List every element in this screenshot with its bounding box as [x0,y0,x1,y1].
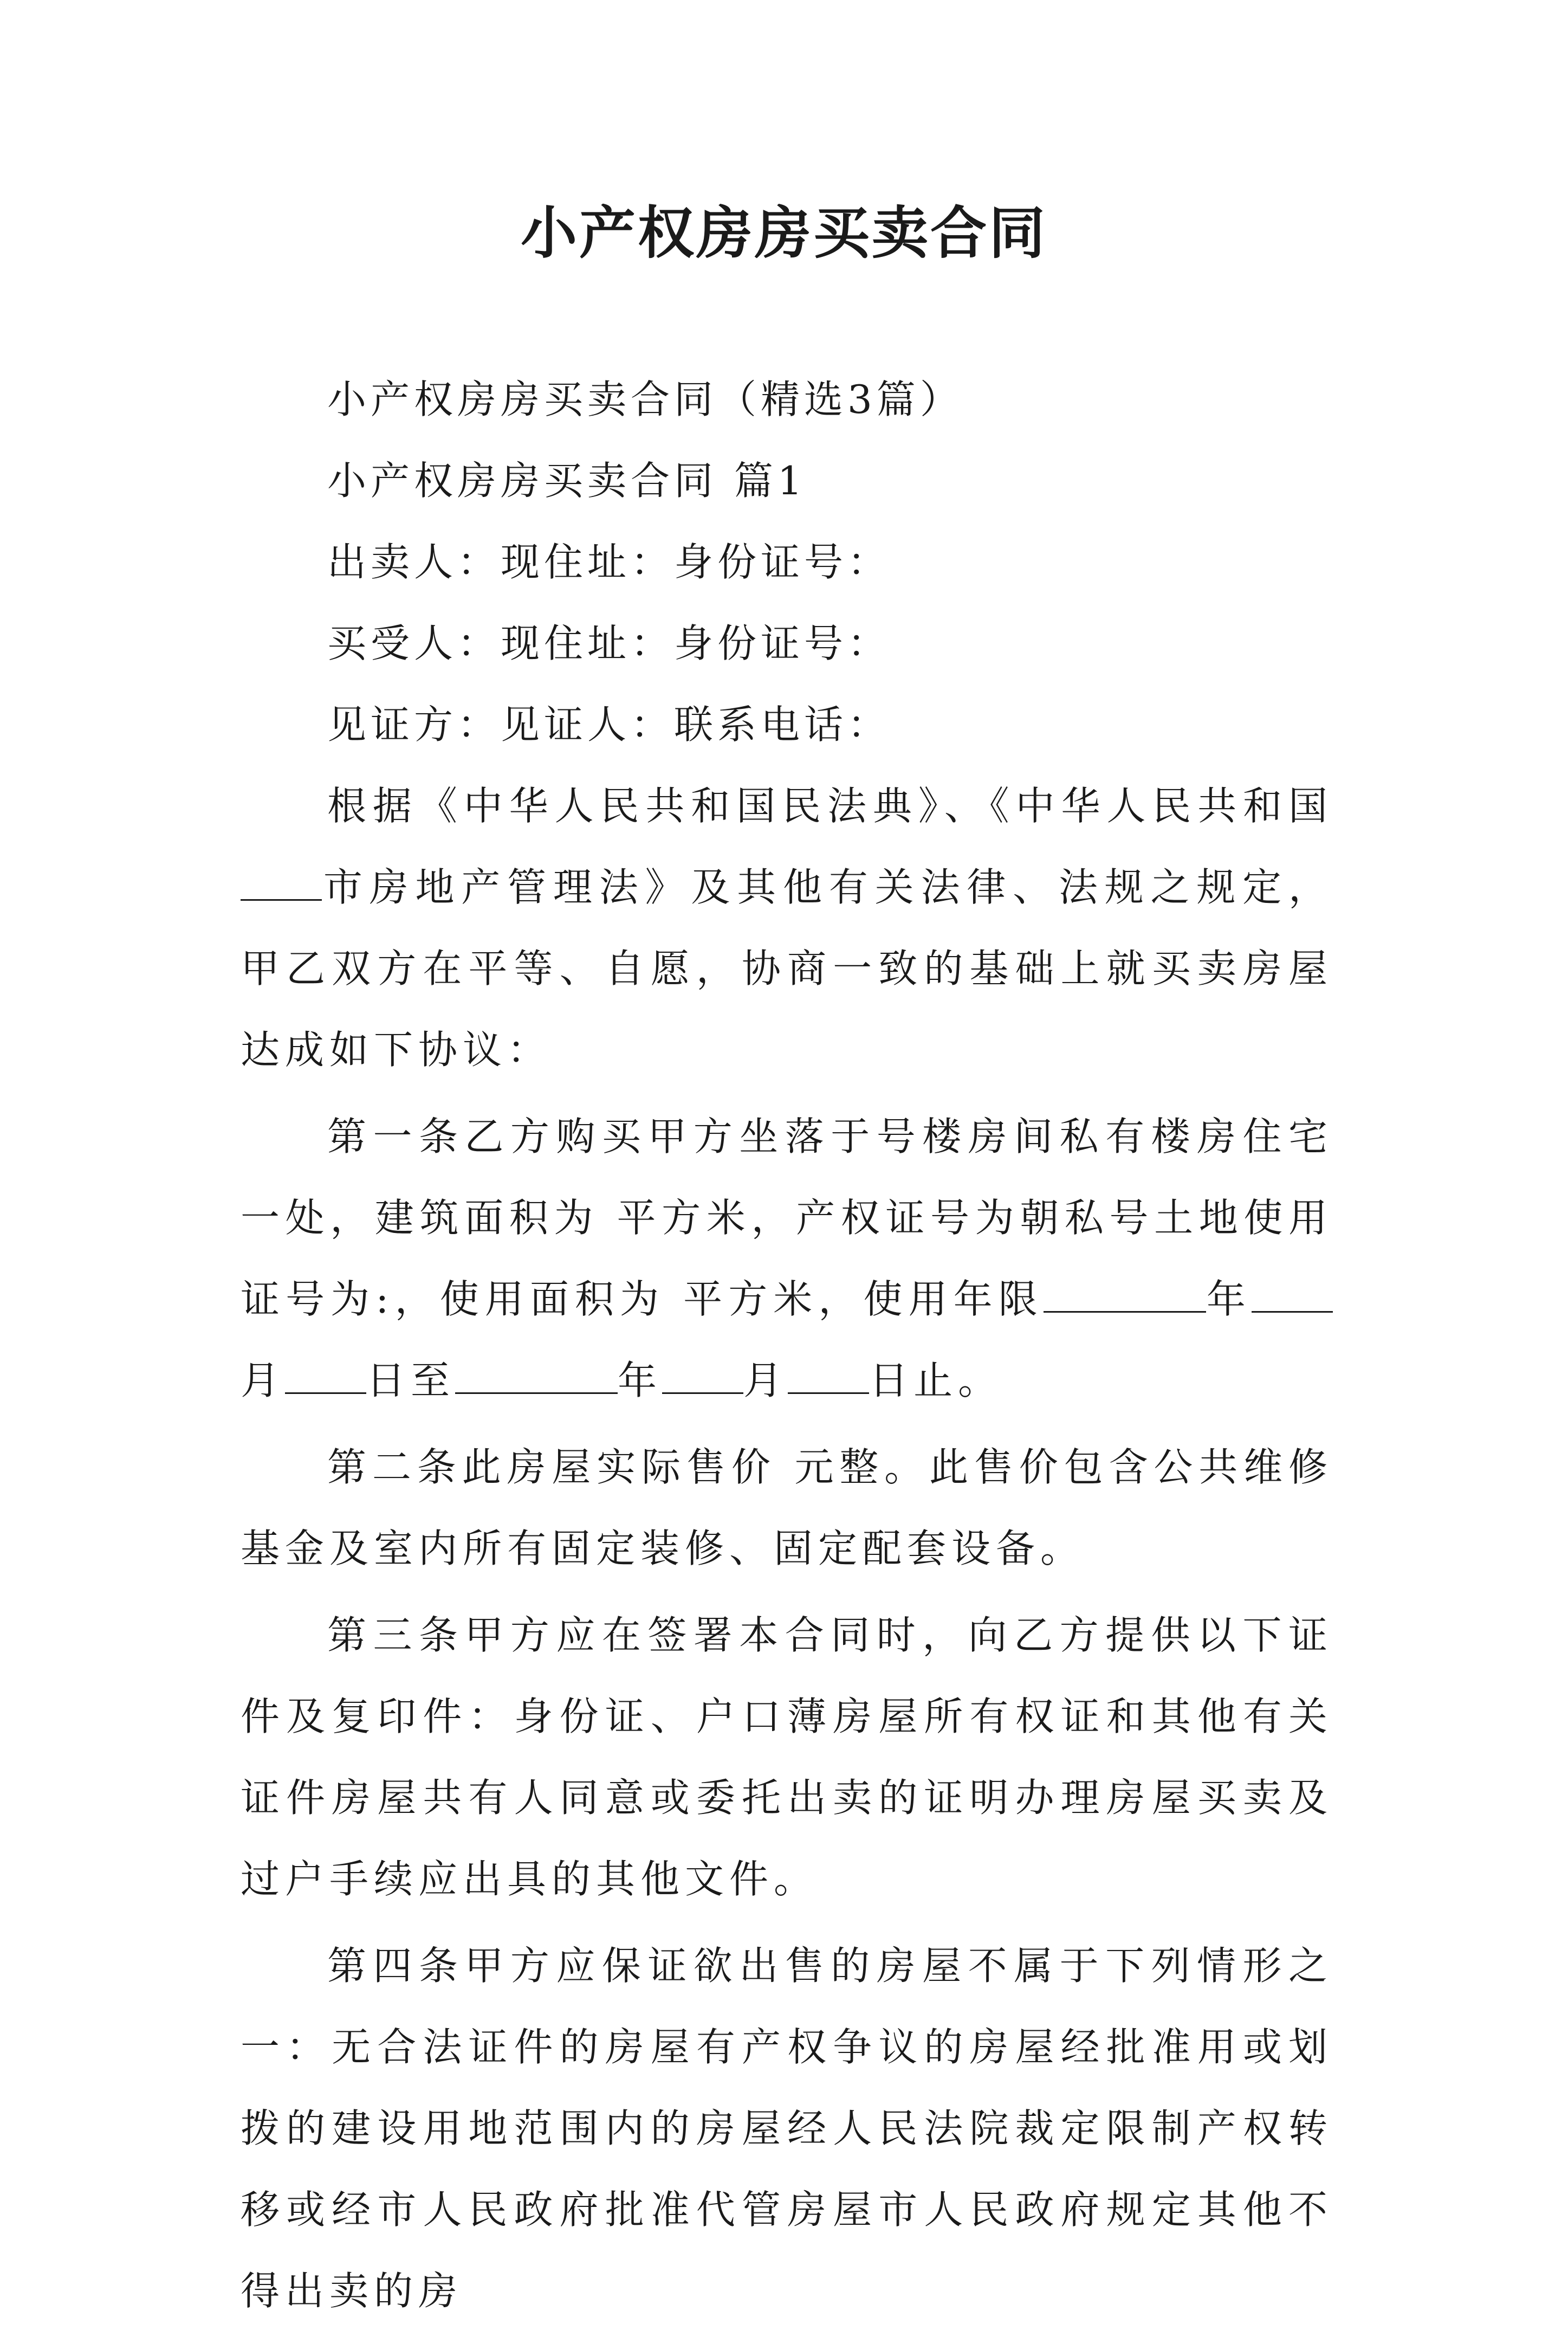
witness-line: 见证方：见证人：联系电话： [327,702,891,747]
section-heading: 小产权房房买卖合同 篇1 [327,458,807,503]
article-4-paragraph: 第四条甲方应保证欲出售的房屋不属于下列情形之一：无合法证件的房屋有产权争议的房屋经批准用或划拨的建设用地范围内的房屋经人民法院裁定限制产权转移或经市人民政府批准代管房屋市人民政府规定其他不得出卖的房 [241,1943,1333,2314]
article-1-paragraph [241,1096,1333,1421]
seller-line: 出卖人：现住址：身份证号： [327,539,891,585]
article-2-paragraph: 第二条此房屋实际售价 元整。此售价包含公共维修基金及室内所有固定装修、固定配套设备。 [241,1444,1333,1571]
article-1-month-label: 月 [241,1358,286,1403]
blank-line [455,1360,618,1394]
blank-line [1044,1279,1206,1313]
document-subtitle: 小产权房房买卖合同（精选3篇） [327,377,963,422]
blank-line [241,867,322,901]
blank-line [788,1360,869,1394]
preamble-paragraph [241,765,1333,1090]
article-1-year-label: 年 [1206,1276,1252,1322]
article-3-paragraph: 第三条甲方应在签署本合同时，向乙方提供以下证件及复印件：身份证、户口薄房屋所有权证和其他有关证件房屋共有人同意或委托出卖的证明办理房屋买卖及过户手续应出具的其他文件。 [241,1612,1333,1902]
article-1-day-to-label: 日至 [366,1358,456,1403]
buyer-line: 买受人：现住址：身份证号： [327,621,891,666]
article-1-day-end-label: 日止。 [869,1358,1003,1403]
blank-line [662,1360,743,1394]
blank-line [1252,1279,1333,1313]
blank-line [285,1360,366,1394]
document-title: 小产权房房买卖合同 [520,199,1047,266]
preamble-text-2: 市房地产管理法》及其他有关法律、法规之规定，甲乙双方在平等、自愿，协商一致的基础上就买卖房屋达成如下协议： [241,864,1333,1073]
article-1-month-label-2: 月 [743,1358,788,1403]
article-1-year-label-2: 年 [618,1358,663,1403]
preamble-text-1: 根据《中华人民共和国民法典》、《中华人民共和国 [327,783,1333,829]
document-body [241,359,1333,2337]
article-1-text: 第一条乙方购买甲方坐落于号楼房间私有楼房住宅一处，建筑面积为 平方米，产权证号为朝私号土地使用证号为:，使用面积为 平方米，使用年限 [241,1114,1333,1322]
